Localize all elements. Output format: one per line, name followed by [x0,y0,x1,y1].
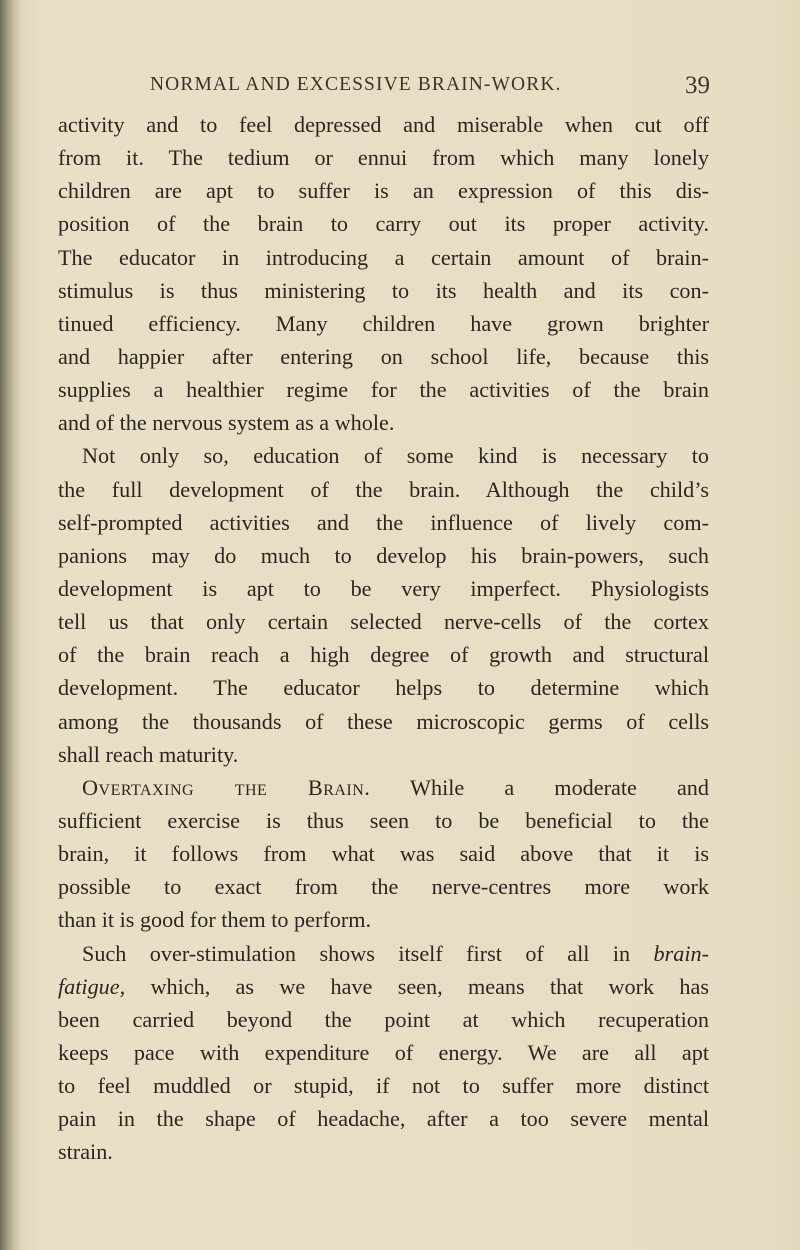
text-line: the full development of the brain. Although the child’s [58,476,709,502]
text-line: and happier after entering on school life, because this [58,343,709,369]
text-line: position of the brain to carry out its proper activity. [58,211,709,237]
text-line: tell us that only certain selected nerve-cells of the cortex [58,609,709,635]
text-line: Not only so, education of some kind is necessary to [82,443,709,469]
text-run: which, as we have seen, means that work has [125,973,709,999]
text-line: shall reach maturity. [58,741,239,767]
text-line: supplies a healthier regime for the activities of the brain [58,377,709,403]
running-head: NORMAL AND EXCESSIVE BRAIN-WORK. [150,74,562,95]
text-line: been carried beyond the point at which recuperation [58,1006,709,1032]
text-line: from it. The tedium or ennui from which many lonely [58,145,709,171]
text-line: children are apt to suffer is an expression of this dis- [58,178,709,204]
text-line: of the brain reach a high degree of growth and structural [58,642,709,668]
text-line [58,970,709,1003]
text-line: activity and to feel depressed and miserable when cut off [58,112,709,137]
text-line [58,937,709,970]
section-heading: Overtaxing the Brain. [82,774,371,800]
text-line: sufficient exercise is thus seen to be beneficial to the [58,807,709,833]
text-run: While a moderate and [370,774,709,800]
text-line: pain in the shape of headache, after a too severe mental [58,1106,709,1132]
page-header [150,74,710,104]
body-text [58,108,709,1169]
italic-term: brain- [653,940,709,966]
text-line: and of the nervous system as a whole. [58,410,395,436]
page-binding-edge [0,0,22,1250]
text-line: possible to exact from the nerve-centres more work [58,874,709,900]
text-line: tinued efficiency. Many children have grown brighter [58,310,709,336]
text-line: development is apt to be very imperfect. Physiologists [58,575,709,601]
text-line [58,771,709,804]
text-line: among the thousands of these microscopic germs of cells [58,708,709,734]
page-number: 39 [685,72,710,99]
text-line: The educator in introducing a certain amount of brain- [58,244,709,270]
italic-term: fatigue, [58,973,126,999]
text-line: stimulus is thus ministering to its health and its con- [58,277,709,303]
text-line: panions may do much to develop his brain-powers, such [58,542,709,568]
text-line: brain, it follows from what was said above that it is [58,841,709,867]
text-line: to feel muddled or stupid, if not to suffer more distinct [58,1073,709,1099]
text-line: development. The educator helps to determine which [58,675,709,701]
text-line: than it is good for them to perform. [58,907,372,933]
text-run: Such over-stimulation shows itself first of all in [82,940,654,966]
text-line: strain. [58,1139,113,1165]
text-line: keeps pace with expenditure of energy. We are all apt [58,1039,709,1065]
text-line: self-prompted activities and the influence of lively com- [58,509,709,535]
